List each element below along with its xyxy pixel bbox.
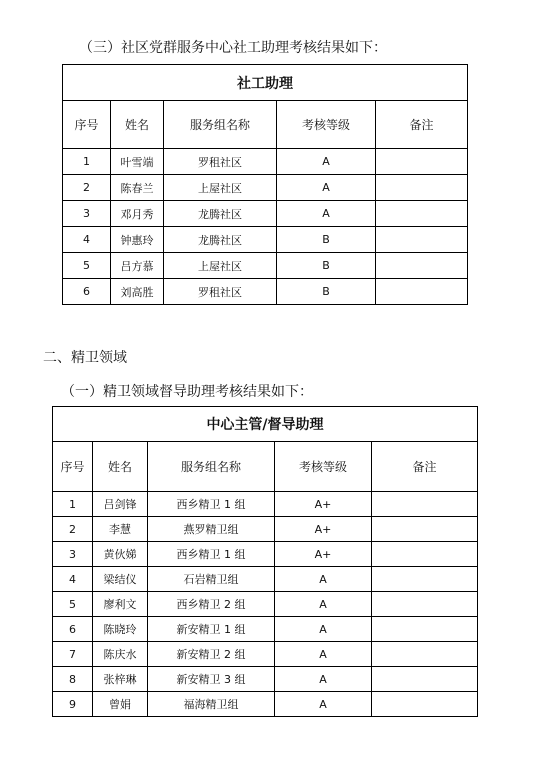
cell-service-group: 西乡精卫 1 组 xyxy=(148,492,275,517)
cell-grade: A xyxy=(275,667,372,692)
cell-service-group: 龙腾社区 xyxy=(164,201,277,227)
cell-index: 3 xyxy=(53,542,93,567)
cell-name: 张梓琳 xyxy=(93,667,148,692)
cell-service-group: 罗租社区 xyxy=(164,279,277,305)
cell-name: 陈春兰 xyxy=(111,175,164,201)
cell-service-group: 罗租社区 xyxy=(164,149,277,175)
cell-index: 6 xyxy=(63,279,111,305)
cell-grade: A xyxy=(275,642,372,667)
cell-index: 4 xyxy=(53,567,93,592)
cell-grade: A+ xyxy=(275,542,372,567)
table-row xyxy=(53,567,478,592)
cell-index: 3 xyxy=(63,201,111,227)
cell-service-group: 福海精卫组 xyxy=(148,692,275,717)
cell-grade: B xyxy=(277,253,376,279)
cell-name: 刘高胜 xyxy=(111,279,164,305)
cell-grade: A xyxy=(275,617,372,642)
cell-name: 梁结仪 xyxy=(93,567,148,592)
cell-remarks xyxy=(376,149,468,175)
cell-remarks xyxy=(376,175,468,201)
cell-grade: A xyxy=(275,692,372,717)
cell-grade: A xyxy=(277,149,376,175)
section2-heading: 二、精卫领域 xyxy=(43,350,127,366)
cell-remarks xyxy=(372,692,478,717)
cell-index: 1 xyxy=(63,149,111,175)
cell-name: 曾娟 xyxy=(93,692,148,717)
subsection1-heading: （一）精卫领域督导助理考核结果如下： xyxy=(61,384,313,400)
table-supervisor-assistant xyxy=(52,406,478,717)
column-header-name: 姓名 xyxy=(93,442,148,492)
cell-remarks xyxy=(372,542,478,567)
table-row xyxy=(53,517,478,542)
cell-remarks xyxy=(376,253,468,279)
cell-service-group: 西乡精卫 2 组 xyxy=(148,592,275,617)
cell-remarks xyxy=(372,517,478,542)
cell-grade: A xyxy=(275,592,372,617)
cell-name: 叶雪端 xyxy=(111,149,164,175)
cell-name: 陈晓玲 xyxy=(93,617,148,642)
table1-title: 社工助理 xyxy=(63,65,468,101)
cell-index: 2 xyxy=(53,517,93,542)
cell-name: 邓月秀 xyxy=(111,201,164,227)
table-row xyxy=(63,253,468,279)
cell-service-group: 上屋社区 xyxy=(164,253,277,279)
cell-remarks xyxy=(372,492,478,517)
cell-service-group: 燕罗精卫组 xyxy=(148,517,275,542)
cell-grade: A+ xyxy=(275,517,372,542)
column-header-grade: 考核等级 xyxy=(277,101,376,149)
cell-grade: A xyxy=(277,175,376,201)
table-row xyxy=(63,227,468,253)
table-row xyxy=(53,692,478,717)
cell-name: 廖利文 xyxy=(93,592,148,617)
table-row xyxy=(53,492,478,517)
table-row xyxy=(53,592,478,617)
cell-grade: A+ xyxy=(275,492,372,517)
cell-remarks xyxy=(376,279,468,305)
cell-index: 2 xyxy=(63,175,111,201)
cell-index: 7 xyxy=(53,642,93,667)
table-row xyxy=(53,617,478,642)
cell-remarks xyxy=(372,567,478,592)
cell-index: 9 xyxy=(53,692,93,717)
table-row xyxy=(53,642,478,667)
column-header-index: 序号 xyxy=(63,101,111,149)
column-header-index: 序号 xyxy=(53,442,93,492)
cell-remarks xyxy=(372,667,478,692)
cell-service-group: 龙腾社区 xyxy=(164,227,277,253)
table-row xyxy=(53,542,478,567)
table-row xyxy=(63,279,468,305)
cell-remarks xyxy=(376,227,468,253)
cell-service-group: 石岩精卫组 xyxy=(148,567,275,592)
cell-index: 6 xyxy=(53,617,93,642)
table2-title: 中心主管/督导助理 xyxy=(53,407,478,442)
cell-index: 4 xyxy=(63,227,111,253)
table-social-work-assistant xyxy=(62,64,468,305)
section3-heading: （三）社区党群服务中心社工助理考核结果如下： xyxy=(79,40,387,56)
cell-remarks xyxy=(372,592,478,617)
cell-grade: A xyxy=(275,567,372,592)
cell-index: 8 xyxy=(53,667,93,692)
cell-index: 5 xyxy=(63,253,111,279)
cell-grade: B xyxy=(277,227,376,253)
cell-service-group: 西乡精卫 1 组 xyxy=(148,542,275,567)
cell-remarks xyxy=(372,642,478,667)
cell-index: 1 xyxy=(53,492,93,517)
cell-grade: A xyxy=(277,201,376,227)
cell-remarks xyxy=(372,617,478,642)
column-header-service-group: 服务组名称 xyxy=(164,101,277,149)
cell-name: 李慧 xyxy=(93,517,148,542)
cell-name: 黄伙娣 xyxy=(93,542,148,567)
column-header-grade: 考核等级 xyxy=(275,442,372,492)
column-header-name: 姓名 xyxy=(111,101,164,149)
cell-service-group: 新安精卫 2 组 xyxy=(148,642,275,667)
table-row xyxy=(63,175,468,201)
cell-name: 钟惠玲 xyxy=(111,227,164,253)
table-row xyxy=(63,201,468,227)
cell-name: 吕方慕 xyxy=(111,253,164,279)
column-header-service-group: 服务组名称 xyxy=(148,442,275,492)
cell-service-group: 新安精卫 1 组 xyxy=(148,617,275,642)
cell-name: 吕剑锋 xyxy=(93,492,148,517)
cell-service-group: 上屋社区 xyxy=(164,175,277,201)
column-header-remarks: 备注 xyxy=(372,442,478,492)
cell-name: 陈庆水 xyxy=(93,642,148,667)
column-header-remarks: 备注 xyxy=(376,101,468,149)
cell-index: 5 xyxy=(53,592,93,617)
table-row xyxy=(63,149,468,175)
cell-remarks xyxy=(376,201,468,227)
cell-grade: B xyxy=(277,279,376,305)
cell-service-group: 新安精卫 3 组 xyxy=(148,667,275,692)
table-row xyxy=(53,667,478,692)
